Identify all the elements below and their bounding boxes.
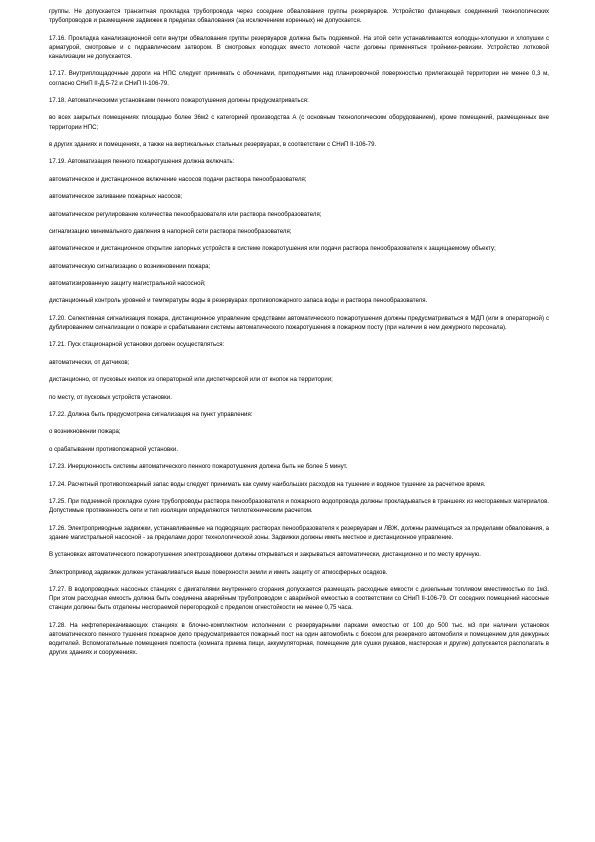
paragraph-17-28: 17.28. На нефтеперекачивающих станциях в блочно-комплектном исполнении с резервуарными парками емкостью от 100 до 500 тыс. м3 при наличии установок автоматического пенного тушения пожарное депо предусматривается пожарный пост на один автомобиль с боксом для резервного автомобиля и помещением для дежурных водителей. Вспомогательные помещения пожпоста (комната приема пищи, аккумуляторная, помещение для сушки рукавов, мастерская и другие) допускается располагать в других зданиях и сооружениях.: [49, 621, 549, 657]
paragraph-17-21-item-1: автоматически, от датчиков;: [49, 358, 130, 366]
paragraph-17-23: 17.23. Инерционность системы автоматического пенного пожаротушения должна быть не более 5 минут.: [49, 463, 348, 471]
paragraph-17-19-item-1: автоматическое и дистанционное включение насосов подачи раствора пенообразователя;: [49, 175, 307, 183]
paragraph-17-19: 17.19. Автоматизация пенного пожаротушения должна включать:: [49, 158, 235, 166]
paragraph-17-26-electric-drive: Электропривод задвижек должен устанавливаться выше поверхности земли и иметь защиту от атмосферных осадков.: [49, 568, 388, 576]
paragraph-17-19-item-4: сигнализацию минимального давления в напорной сети раствора пенообразователя;: [49, 227, 292, 235]
paragraph-17-18-item-1: во всех закрытых помещениях площадью более 36м2 с категорией производства А (с основным технологическим оборудованием), кроме помещений, размещенных вне территории НПС;: [49, 114, 549, 131]
paragraph-17-19-item-5: автоматическое и дистанционное открытие запорных устройств в системе пожаротушения или подачи раствора пенообразователя к защищаемому объекту;: [49, 245, 496, 253]
paragraph-17-22-item-2: о срабатывании противопожарной установки.: [49, 445, 179, 453]
paragraph-17-16: 17.16. Прокладка канализационной сети внутри обвалования группы резервуаров должна быть подземной. На этой сети устанавливаются колодцы-хлопушки и хлопушки с арматурой, смотровые и с гидравлическим затвором. В смотровых колодцах вместо лотковой части должны применяться тройники-ревизии. Устройство лотковой канализации не допускается.: [49, 34, 549, 60]
paragraph-17-19-item-6: автоматическую сигнализацию о возникновении пожара;: [49, 262, 211, 270]
paragraph-17-26-automatic: В установках автоматического пожаротушения электрозадвижки должны открываться и закрываться автоматически, дистанционно и по месту вручную.: [49, 551, 481, 559]
paragraph-section-17-15-continued: группы. Не допускается транзитная прокладка трубопровода через соседние обвалования группы резервуаров. Устройство фланцевых соединений технологических трубопроводов и размещение задвижек в пределах обвалования (за исключением коренных) не допускается.: [49, 8, 549, 25]
paragraph-17-22: 17.22. Должна быть предусмотрена сигнализация на пункт управления:: [49, 411, 253, 419]
paragraph-17-24: 17.24. Расчетный противопожарный запас воды следует принимать как сумму наибольших расходов на тушение и водяное тушение за расчетное время.: [49, 480, 486, 488]
paragraph-17-19-item-2: автоматическое заливание пожарных насосов;: [49, 193, 183, 201]
paragraph-17-21-item-2: дистанционно, от пусковых кнопок из операторной или диспетчерской или от кнопок на территории;: [49, 376, 333, 384]
paragraph-17-27: 17.27. В водопроводных насосных станциях с двигателями внутреннего сгорания допускается размещать расходные емкости с дизельным топливом вместимостью по 1м3. При этом расходная емкость должна быть соединена аварийным трубопроводом с аварийной емкостью в соответствии со СНиП II-106-79. От соседних помещений насосные станции должны быть отделены несгораемой перегородкой с пределом огнестойкости не менее 0,75 часа.: [49, 585, 549, 612]
paragraph-17-21: 17.21. Пуск стационарной установки должен осуществляться:: [49, 341, 225, 349]
paragraph-17-19-item-3: автоматическое регулирование количества пенообразователя или раствора пенообразователя;: [49, 210, 322, 218]
paragraph-17-19-item-7: автоматизированную защиту магистральной насосной;: [49, 280, 206, 288]
paragraph-17-18: 17.18. Автоматическими установками пенного пожаротушения должны предусматриваться:: [49, 96, 309, 104]
paragraph-17-18-item-2: в других зданиях и помещениях, а также на вертикальных стальных резервуарах, в соответствии с СНиП II-106-79.: [49, 140, 377, 148]
paragraph-17-22-item-1: о возникновении пожара;: [49, 428, 121, 436]
paragraph-17-20: 17.20. Селективная сигнализация пожара, дистанционное управление средствами автоматического пожаротушения должны предусматриваться в МДП (или в операторной) с дублированием сигнализации о пожаре и срабатывании системы автоматического пожаротушения в пожарном посту (при наличии в нем дежурного персонала).: [49, 314, 549, 332]
paragraph-17-26: 17.26. Электроприводные задвижки, устанавливаемые на подводящих растворах пенообразователя к резервуарам и ЛВЖ, должны размещаться за пределами обвалования, а здание магистральной насосной - за пределами дорог технологической зоны. Задвижки должны иметь местное и дистанционное управление.: [49, 524, 549, 541]
paragraph-17-25: 17.25. При подземной прокладке сухие трубопроводы раствора пенообразователя и пожарного водопровода должны прокладываться в траншеях из несгораемых материалов. Допустимые протяженность сети и тип изоляции определяются теплотехническим расчетом.: [49, 497, 549, 515]
paragraph-17-21-item-3: по месту, от пусковых устройств установки.: [49, 393, 172, 401]
paragraph-17-19-item-8: дистанционный контроль уровней и температуры воды в резервуарах противопожарного запаса воды и раствора пенообразователя.: [49, 297, 428, 305]
paragraph-17-17: 17.17. Внутриплощадочные дороги на НПС следует принимать с обочинами, приподнятыми над планировочной поверхностью прилегающей территории не менее 0,3 м, согласно СНиП II-Д.5-72 и СНиП II-106-79.: [49, 70, 549, 87]
